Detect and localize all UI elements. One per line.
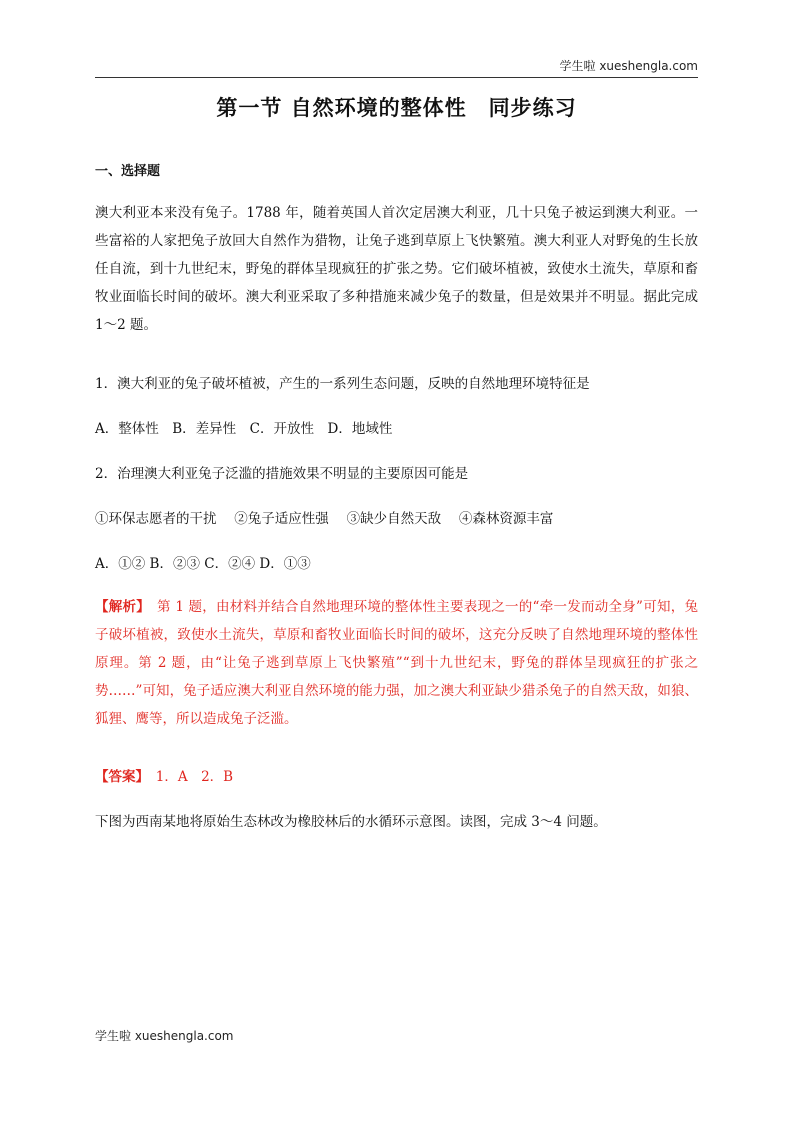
analysis-tag: 【解析】 <box>95 599 144 615</box>
question-2-items: ①环保志愿者的干扰 ②兔子适应性强 ③缺少自然天敌 ④森林资源丰富 <box>95 511 554 527</box>
page-title: 第一节 自然环境的整体性 同步练习 <box>216 96 577 120</box>
answer-text: 1．A 2．B <box>142 769 234 785</box>
reading-passage: 澳大利亚本来没有兔子。1788 年，随着英国人首次定居澳大利亚，几十只兔子被运到澳大利亚。一些富裕的人家把兔子放回大自然作为猎物，让兔子逃到草原上飞快繁殖。澳大利亚人对野兔的生长放任自流，到十九世纪末，野兔的群体呈现疯狂的扩张之势。它们破坏植被，致使水土流失，草原和畜牧业面临长时间的破坏。澳大利亚采取了多种措施来减少兔子的数量，但是效果并不明显。据此完成 1～2 题。 <box>95 205 698 333</box>
footer-brand[interactable]: 学生啦 xueshengla.com <box>95 1029 234 1043</box>
header-divider <box>95 77 698 78</box>
section-heading: 一、选择题 <box>95 164 161 179</box>
header-brand[interactable]: 学生啦 xueshengla.com <box>559 59 698 73</box>
question-2-stem: 2．治理澳大利亚兔子泛滥的措施效果不明显的主要原因可能是 <box>95 466 469 482</box>
answer-block <box>95 765 233 785</box>
analysis-block <box>95 593 698 733</box>
question-1-stem: 1．澳大利亚的兔子破坏植被，产生的一系列生态问题，反映的自然地理环境特征是 <box>95 376 590 392</box>
question-2-options: A．①② B．②③ C．②④ D．①③ <box>95 556 311 572</box>
question-1-options: A．整体性 B．差异性 C．开放性 D．地域性 <box>95 421 393 437</box>
analysis-text: 第 1 题，由材料并结合自然地理环境的整体性主要表现之一的“牵一发而动全身”可知，兔子破坏植被，致使水土流失，草原和畜牧业面临长时间的破坏，这充分反映了自然地理环境的整体性原理。第 2 题，由“让兔子逃到草原上飞快繁殖”“到十九世纪末，野兔的群体呈现疯狂的扩张之势……”可知，兔子适应澳大利亚自然环境的能力强，加之澳大利亚缺少猎杀兔子的自然天敌，如狼、狐狸、鹰等，所以造成兔子泛滥。 <box>95 599 698 727</box>
answer-tag: 【答案】 <box>95 769 143 785</box>
next-question-intro: 下图为西南某地将原始生态林改为橡胶林后的水循环示意图。读图，完成 3～4 问题。 <box>95 814 607 830</box>
